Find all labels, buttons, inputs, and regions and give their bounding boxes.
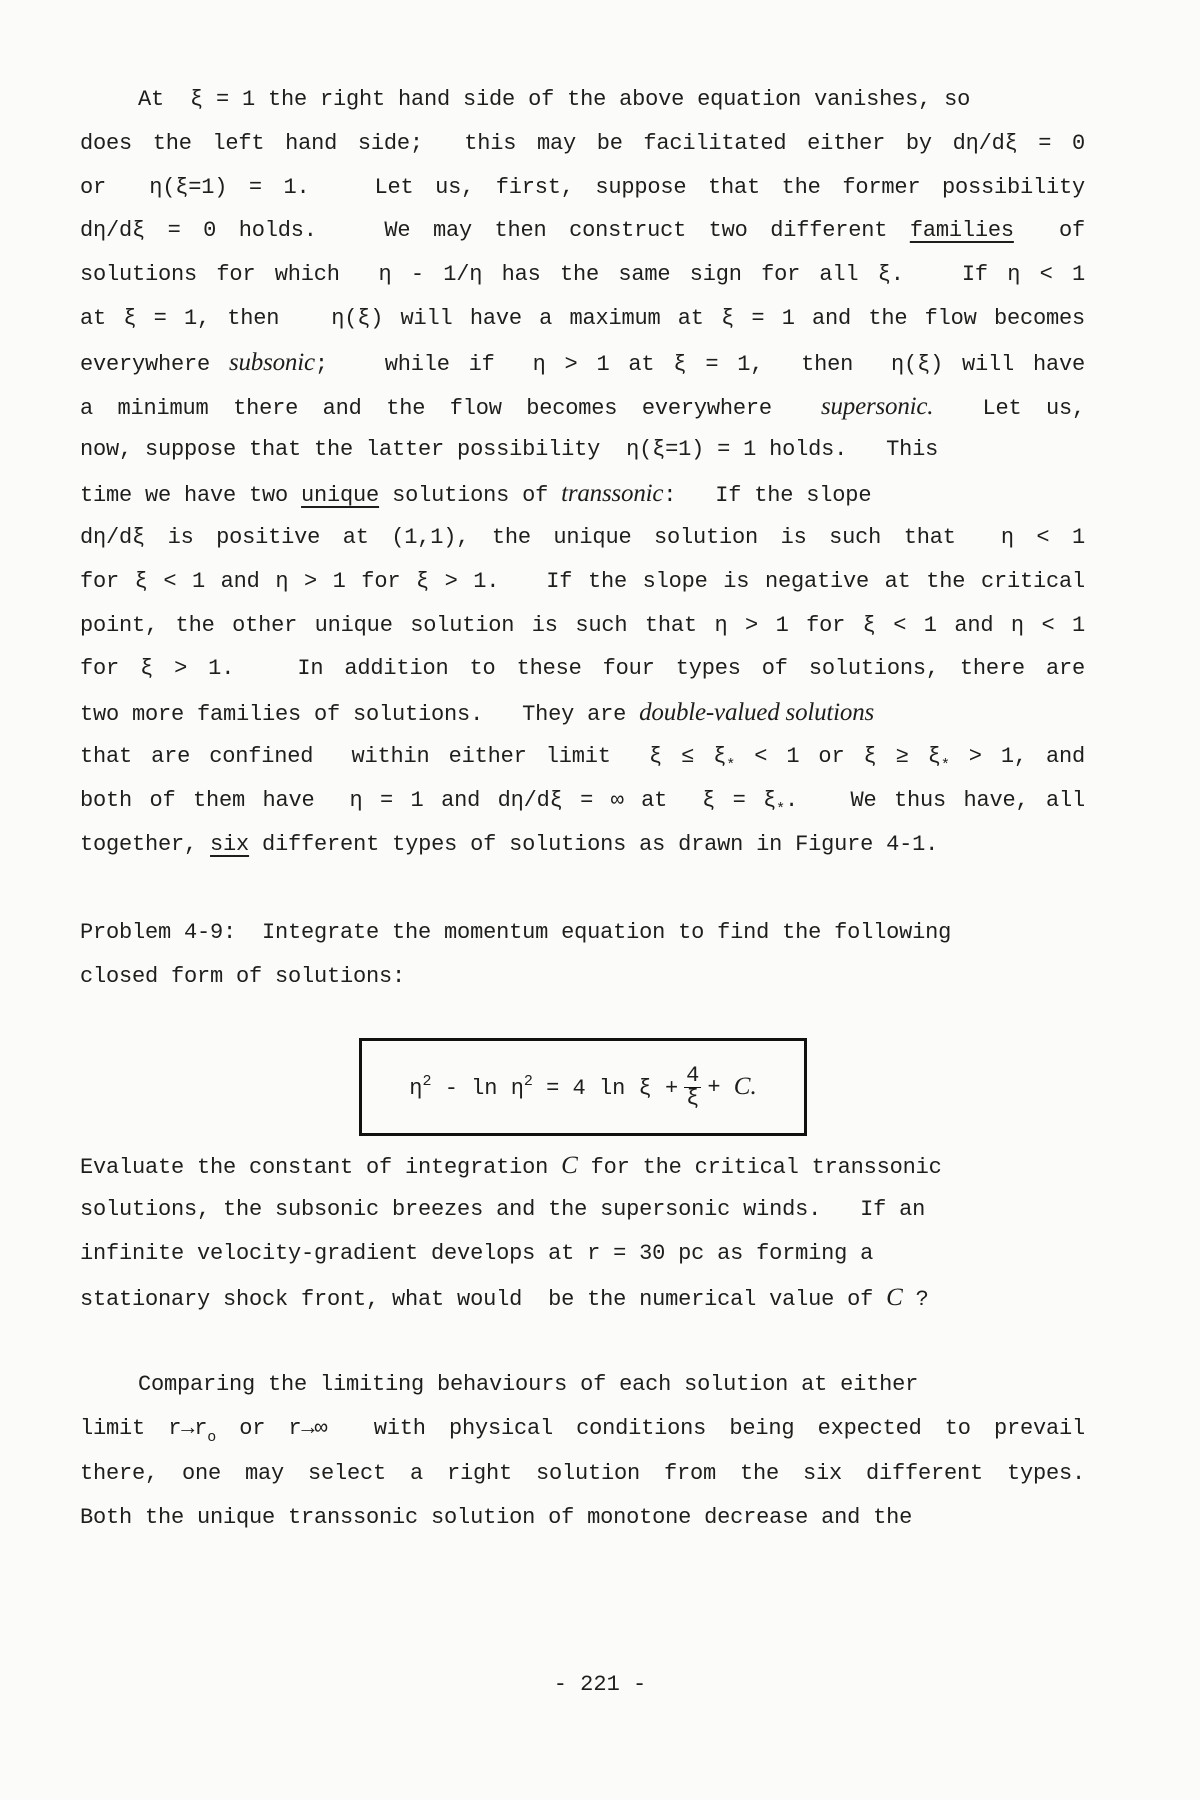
text-line	[80, 611, 1085, 641]
text-line	[80, 435, 1085, 465]
text-line	[80, 1239, 1085, 1269]
text-run: At ξ = 1 the right hand side of the above equation vanishes, so	[138, 87, 971, 112]
text-run: : If the slope	[663, 483, 872, 509]
text-run: > 1, and	[949, 744, 1085, 769]
eta-symbol: η	[409, 1076, 423, 1101]
exponent: 2	[523, 1073, 533, 1090]
underlined-text: families	[909, 218, 1014, 244]
text-line	[80, 698, 1085, 728]
text-run: or η(ξ=1) = 1. Let us, first, suppose that the former possibility	[80, 174, 1085, 200]
text-line	[80, 1283, 1085, 1313]
equation-text: = 4 ln ξ +	[532, 1076, 679, 1101]
text-run: Let us,	[933, 395, 1085, 421]
text-run: point, the other unique solution is such that η > 1 for ξ < 1 and η < 1	[80, 612, 1085, 638]
script-text: *	[726, 757, 736, 774]
text-line	[80, 1459, 1085, 1489]
text-run: now, suppose that the latter possibility η(ξ=1) = 1 holds. This	[80, 437, 939, 463]
text-run: together,	[80, 831, 211, 857]
text-run: does the left hand side; this may be facilitated either by dη/dξ = 0	[80, 130, 1085, 156]
text-line	[80, 742, 1085, 772]
text-line	[80, 918, 1085, 948]
underlined-text: unique	[301, 483, 380, 509]
equation-text: - ln η	[431, 1076, 524, 1101]
text-run: dη/dξ = 0 holds. We may then construct two different	[80, 218, 910, 244]
text-run: infinite velocity-gradient develops at r = 30 pc as forming a	[80, 1241, 874, 1266]
text-run: dη/dξ is positive at (1,1), the unique solution is such that η < 1	[80, 525, 1085, 550]
text-run: a minimum there and the flow becomes everywhere	[80, 395, 821, 421]
script-text: *	[940, 757, 950, 774]
text-line	[80, 1503, 1085, 1533]
text-run: solutions, the subsonic breezes and the supersonic winds. If an	[80, 1197, 926, 1222]
equation-text: +	[707, 1074, 734, 1100]
boxed-equation	[359, 1038, 807, 1136]
page-number: - 221 -	[553, 1672, 647, 1697]
text-run: Comparing the limiting behaviours of each solution at either	[138, 1372, 919, 1397]
emphasized-text: subsonic	[228, 348, 315, 376]
text-line	[80, 1414, 1085, 1447]
text-line	[80, 567, 1085, 597]
text-run: two more families of solutions. They are	[80, 702, 640, 728]
exponent: 2	[422, 1073, 432, 1090]
text-line	[80, 1370, 1085, 1400]
underlined-text: six	[210, 831, 250, 857]
text-run: everywhere	[80, 351, 229, 377]
text-run: ?	[902, 1287, 929, 1312]
text-line	[80, 962, 1085, 992]
text-run: Problem 4-9: Integrate the momentum equation to find the following	[80, 920, 952, 945]
text-line	[80, 654, 1085, 684]
text-run: that are confined within either limit ξ ≤ ξ	[80, 744, 727, 769]
text-run: solutions of	[379, 483, 562, 509]
text-line	[80, 479, 1085, 509]
text-run: solutions for which η - 1/η has the same sign for all ξ. If η < 1	[80, 262, 1085, 288]
fraction	[684, 1062, 701, 1111]
fraction-denominator: ξ	[686, 1085, 700, 1111]
script-text: o	[207, 1429, 217, 1447]
text-run: time we have two	[80, 483, 302, 509]
text-line	[80, 348, 1085, 378]
text-line	[80, 1195, 1085, 1225]
text-run: for ξ < 1 and η > 1 for ξ > 1. If the slope is negative at the critical	[80, 568, 1085, 594]
text-line	[80, 392, 1085, 422]
text-run: ; while if η > 1 at ξ = 1, then η(ξ) will have	[314, 351, 1085, 377]
text-run: at ξ = 1, then η(ξ) will have a maximum at ξ = 1 and the flow becomes	[80, 306, 1085, 331]
emphasized-text: double-valued solutions	[639, 699, 875, 727]
text-run: of	[1013, 218, 1085, 244]
script-text: *	[776, 800, 785, 818]
text-run: . We thus have, all	[784, 787, 1086, 813]
text-line	[80, 523, 1085, 553]
text-run: Evaluate the constant of integration	[80, 1155, 562, 1180]
fraction-numerator: 4	[686, 1062, 700, 1088]
integration-constant: C.	[733, 1073, 757, 1100]
text-run: different types of solutions as drawn in Figure 4-1.	[249, 831, 939, 857]
text-run: both of them have η = 1 and dη/dξ = ∞ at ξ = ξ	[80, 787, 777, 813]
emphasized-text: transsonic	[561, 480, 664, 508]
text-line	[80, 830, 1085, 860]
text-line	[80, 85, 1085, 115]
text-run: < 1 or ξ ≥ ξ	[735, 744, 941, 769]
text-run: for ξ > 1. In addition to these four types of solutions, there are	[80, 656, 1085, 682]
text-run: there, one may select a right solution from the six different types.	[80, 1460, 1085, 1486]
text-line	[80, 260, 1085, 290]
text-line	[80, 216, 1085, 246]
text-run: for the critical transsonic	[577, 1155, 942, 1180]
text-line	[80, 173, 1085, 203]
text-run: limit r→r	[80, 1416, 208, 1442]
text-line	[80, 129, 1085, 159]
text-line	[80, 786, 1085, 816]
text-run: Both the unique transsonic solution of monotone decrease and the	[80, 1504, 913, 1530]
text-run: closed form of solutions:	[80, 964, 406, 989]
text-run: or r→∞ with physical conditions being expected to prevail	[216, 1416, 1085, 1442]
emphasized-text: supersonic.	[820, 392, 934, 420]
text-line	[80, 304, 1085, 334]
emphasized-text: C	[561, 1152, 578, 1179]
text-line	[80, 1151, 1085, 1181]
text-run: stationary shock front, what would be the numerical value of	[80, 1287, 887, 1312]
emphasized-text: C	[886, 1284, 903, 1311]
equation-lhs	[409, 1073, 678, 1101]
